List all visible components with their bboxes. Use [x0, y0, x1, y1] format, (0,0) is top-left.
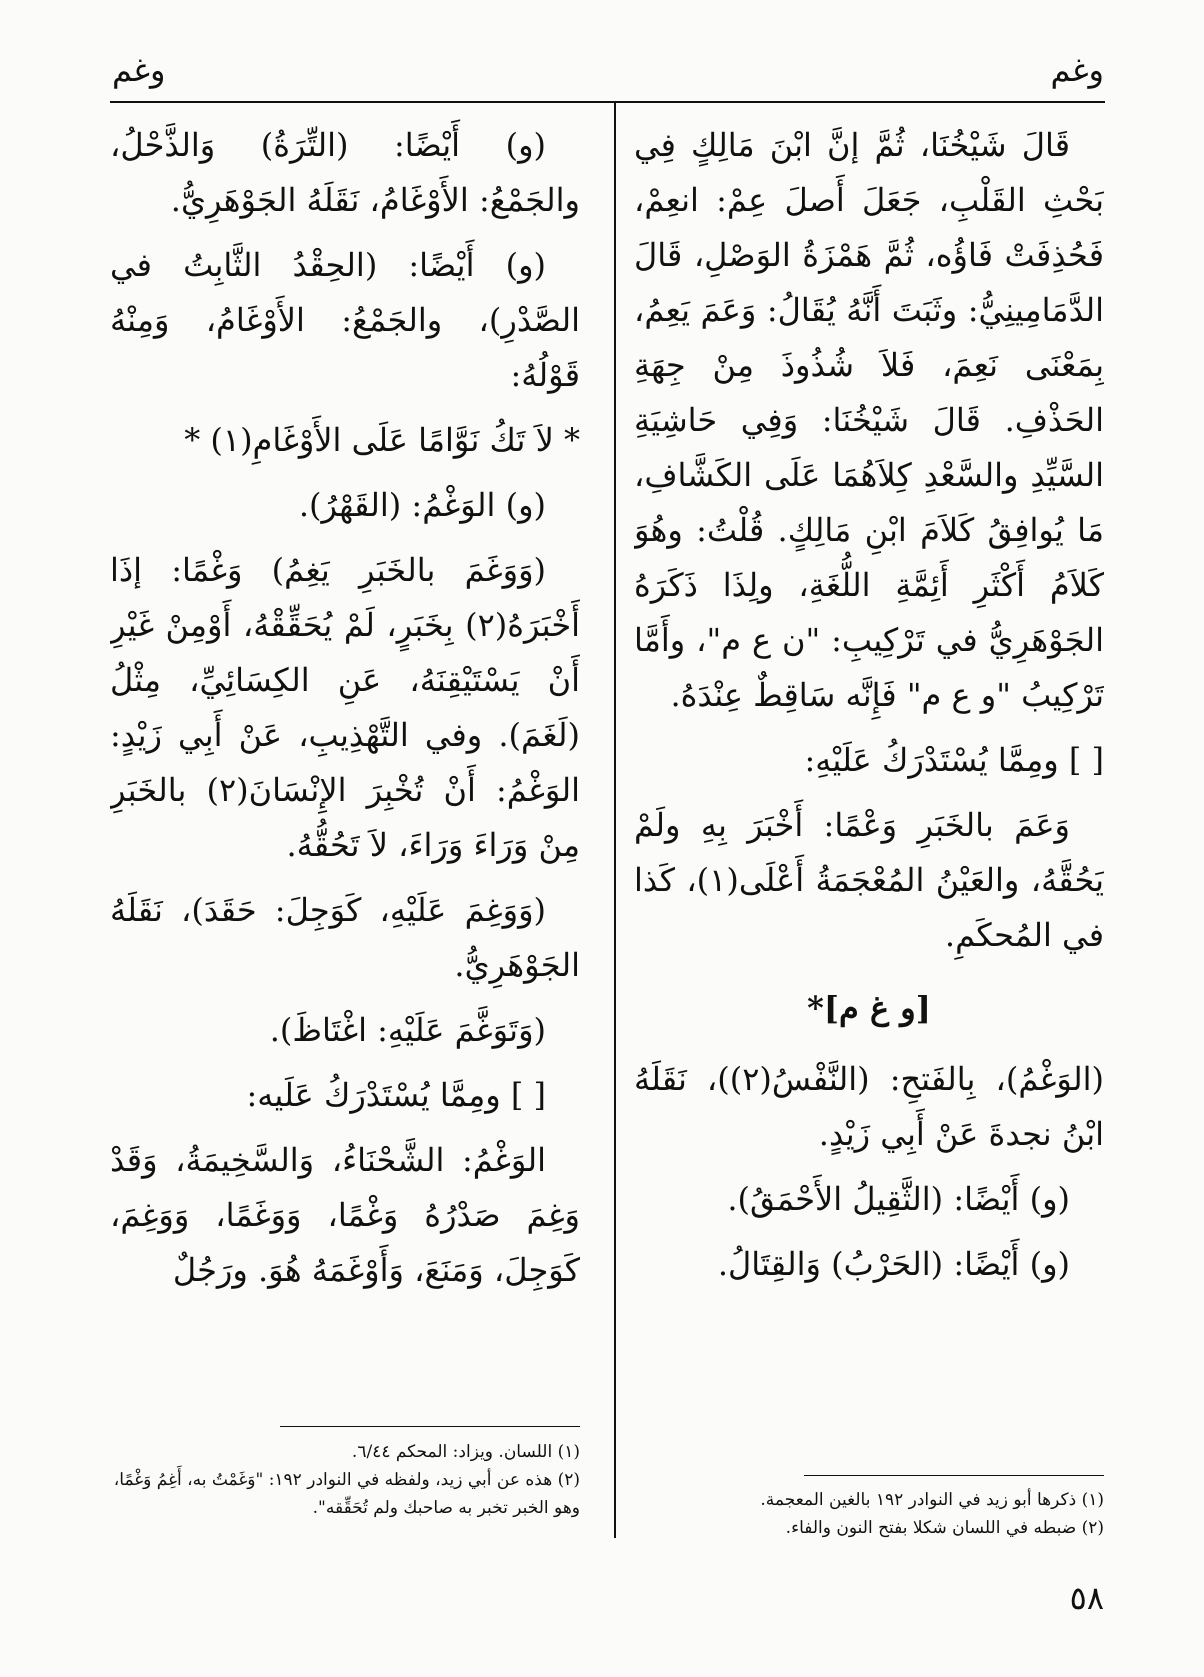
left-column: [110, 118, 580, 1308]
paragraph: وَعَمَ بالخَبَرِ وَعْمًا: أَخْبَرَ بِهِ ولَمْ يَحُقَّهُ، والعَيْنُ المُعْجَمَةُ أَعْلَى(١)، كَذا في المُحكَمِ.: [634, 806, 1104, 954]
running-header-right: وغم: [1050, 51, 1104, 89]
paragraph: (وَوَغَمَ بالخَبَرِ يَغِمُ) وَغْمًا: إذَا أَخْبَرَهُ(٢) بِخَبَرٍ، لَمْ يُحَقِّقْهُ، أَوْمِنْ غَيْرِ أَنْ يَسْتَيْقِنَهُ، عَنِ الكِسَائِيِّ، مِثْلُ (لَغَمَ). وفي التَّهْذِيبِ، عَنْ أَبِي زَيْدٍ: الوَغْمُ: أَنْ تُخْبِرَ الإِنْسَانَ(٢) بالخَبَرِ مِنْ وَرَاءَ وَرَاءَ، لاَ تَحُقُّهُ.: [110, 551, 580, 864]
paragraph: (وَتَوَغَّمَ عَلَيْهِ: اغْتَاظَ).: [269, 1011, 546, 1049]
paragraph: قَالَ شَيْخُنَا، ثُمَّ إنَّ ابْنَ مَالِكٍ فِي بَحْثِ القَلْبِ، جَعَلَ أَصلَ عِمْ: انعِمْ، فَحُذِفَتْ فَاؤُه، ثُمَّ هَمْزَةُ الوَصْلِ، قَالَ الدَّمَامِينِيُّ: وثَبَتَ أَنَّهُ يُقَالُ: وَعَمَ يَعِمُ، بِمَعْنَى نَعِمَ، فَلاَ شُذُوذَ مِنْ جِهَةِ الحَذْفِ. قَالَ شَيْخُنَا: وَفِي حَاشِيَةِ السَّيِّدِ والسَّعْدِ كِلاَهُمَا عَلَى الكَشَّافِ، مَا يُوافِقُ كَلاَمَ ابْنِ مَالِكٍ. قُلْتُ: وهُوَ كَلاَمُ أَكْثَرِ أَئِمَّةِ اللُّغَةِ، ولِذَا ذَكَرَهُ الجَوْهَرِيُّ في تَرْكِيبِ: "ن ع م"، وأَمَّا تَرْكِيبُ "و ع م" فَإِنَّه سَاقِطٌ عِنْدَهُ.: [634, 126, 1104, 714]
paragraph: (وَوَغِمَ عَلَيْهِ، كَوَجِلَ: حَقَدَ)، نَقَلَهُ الجَوْهَرِيُّ.: [110, 891, 580, 984]
paragraph: (الوَغْمُ)، بِالفَتحِ: (النَّفْسُ(٢))، نَقَلَهُ ابْنُ نجدةَ عَنْ أَبِي زَيْدٍ.: [634, 1060, 1104, 1153]
running-header-left: وغم: [112, 51, 166, 89]
page-number: ٥٨: [1069, 1579, 1104, 1617]
paragraph: (و) أَيْضًا: (الحِقْدُ الثَّابِتُ في الصَّدْرِ)، والجَمْعُ: الأَوْغَامُ، وَمِنْهُ قَوْلُهُ:: [110, 246, 580, 394]
paragraph: [ ] ومِمَّا يُسْتَدْرَكُ عَلَيْهِ:: [804, 741, 1104, 779]
footnote-rule-left: [280, 1426, 580, 1427]
paragraph: (و) أَيْضًا: (التِّرَةُ) وَالذَّحْلُ، والجَمْعُ: الأَوْغَامُ، نَقَلَهُ الجَوْهَرِيُّ.: [110, 126, 580, 219]
column-divider: [614, 103, 616, 1538]
paragraph: (و) أَيْضًا: (الثَّقِيلُ الأَحْمَقُ).: [727, 1180, 1070, 1218]
paragraph: [ ] ومِمَّا يُسْتَدْرَكُ عَلَيه:: [246, 1076, 546, 1114]
footnote: (٢) ضبطه في اللسان شكلا بفتح النون والفاء.: [785, 1518, 1104, 1538]
verse-line: * لاَ تَكُ نَوَّامًا عَلَى الأَوْغَامِ(١) *: [184, 421, 580, 459]
footnote: (١) ذكرها أبو زيد في النوادر ١٩٢ بالغين المعجمة.: [760, 1490, 1104, 1510]
footnote: (٢) هذه عن أبي زيد، ولفظه في النوادر ١٩٢: "وَغَمْتُ به، أَغِمُ وَغْمًا، وهو الخبر تخبر به صاحبك ولم تُحَقِّقه".: [113, 1470, 580, 1518]
right-column: [634, 118, 1104, 1302]
entry-heading: [و غ م]*: [807, 989, 931, 1027]
header-rule: [110, 101, 1105, 103]
paragraph: (و) أَيْضًا: (الحَرْبُ) وَالقِتَالُ.: [717, 1245, 1070, 1283]
footnote: (١) اللسان. ويزاد: المحكم ٦/٤٤.: [351, 1442, 580, 1462]
paragraph: الوَغْمُ: الشَّحْنَاءُ، وَالسَّخِيمَةُ، وَقَدْ وَغِمَ صَدْرُهُ وَغْمًا، وَوَغَمًا، وَوَغِمَ، كَوَجِلَ، وَمَنَعَ، وَأَوْغَمَهُ هُوَ. ورَجُلٌ: [110, 1141, 580, 1289]
footnote-rule-right: [804, 1475, 1104, 1476]
paragraph: (و) الوَغْمُ: (القَهْرُ).: [298, 486, 546, 524]
footnotes-left: [110, 1438, 580, 1522]
footnotes-right: [634, 1486, 1104, 1542]
